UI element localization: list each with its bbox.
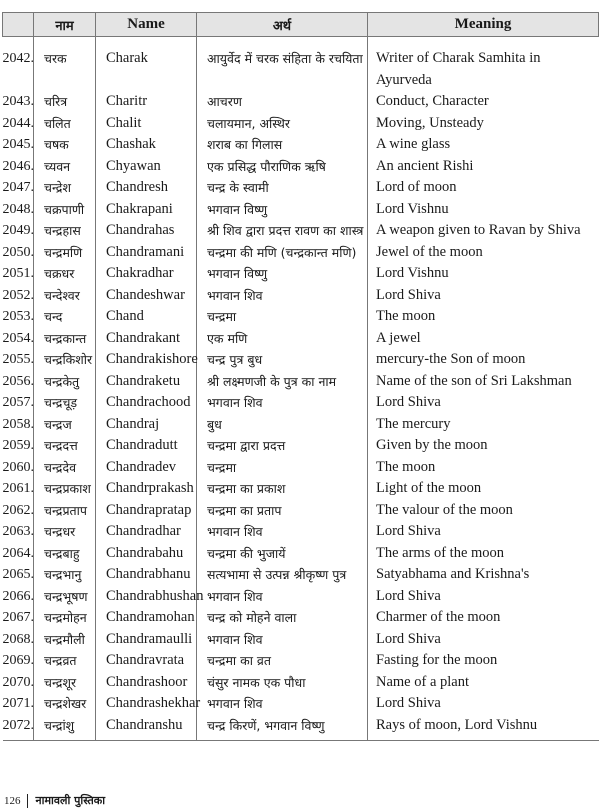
hindi-name: चलित: [34, 113, 96, 135]
hindi-name: चन्द्रशेखर: [34, 693, 96, 715]
english-name: Chandradev: [96, 457, 197, 479]
hindi-meaning: चलायमान, अस्थिर: [197, 113, 368, 135]
table-row: [3, 285, 599, 307]
hindi-meaning: शराब का गिलास: [197, 134, 368, 156]
english-meaning: Lord Shiva: [368, 693, 599, 715]
entry-number: 2047.: [2, 180, 34, 195]
hindi-name: चन्द्रहास: [34, 220, 96, 242]
entry-number: 2071.: [2, 696, 34, 711]
entry-number: 2052.: [2, 287, 34, 303]
hindi-meaning: एक मणि: [197, 328, 368, 350]
table-row: [3, 457, 599, 479]
english-name: Chakrapani: [96, 199, 197, 221]
hindi-meaning: भगवान विष्णु: [197, 263, 368, 285]
hindi-meaning: भगवान शिव: [197, 392, 368, 414]
hindi-meaning: सत्यभामा से उत्पन्न श्रीकृष्ण पुत्र: [197, 564, 368, 586]
hindi-name: चन्द्रशूर: [34, 672, 96, 694]
header-meaning: Meaning: [368, 13, 599, 37]
english-name: Chandramohan: [96, 607, 197, 629]
hindi-name: चन्द्रप्रताप: [34, 500, 96, 522]
hindi-name: चन्द्रमणि: [34, 242, 96, 264]
entry-number: 2057.: [2, 395, 34, 410]
table-row: [3, 478, 599, 500]
hindi-name: चन्द्रदत्त: [34, 435, 96, 457]
table-row: [3, 672, 599, 694]
table-row: [3, 500, 599, 522]
table-row: [3, 134, 599, 156]
english-name: Chandeshwar: [96, 285, 197, 307]
english-name: Chand: [96, 306, 197, 328]
hindi-name: चन्द्रप्रकाश: [34, 478, 96, 500]
english-meaning: A jewel: [368, 328, 599, 350]
entry-number: 2055.: [2, 352, 34, 367]
hindi-meaning: चन्द्र पुत्र बुध: [197, 349, 368, 371]
english-name: Chandrashekhar: [96, 693, 197, 715]
english-name: Chandrabhushan: [96, 586, 197, 608]
hindi-meaning: चंसुर नामक एक पौधा: [197, 672, 368, 694]
hindi-meaning: चन्द्र के स्वामी: [197, 177, 368, 199]
header-name: Name: [96, 13, 197, 37]
english-meaning: Lord Shiva: [368, 629, 599, 651]
entry-number: 2048.: [2, 201, 34, 217]
entry-number: 2046.: [2, 158, 34, 174]
english-meaning: Lord Vishnu: [368, 199, 599, 221]
english-meaning: A wine glass: [368, 134, 599, 156]
english-meaning: The moon: [368, 457, 599, 479]
english-meaning: Lord Shiva: [368, 586, 599, 608]
hindi-name: चन्देश्वर: [34, 285, 96, 307]
table-row: [3, 37, 599, 92]
english-meaning: Lord Vishnu: [368, 263, 599, 285]
english-meaning: The mercury: [368, 414, 599, 436]
hindi-name: चषक: [34, 134, 96, 156]
hindi-name: चन्द्रधर: [34, 521, 96, 543]
english-meaning: Lord Shiva: [368, 285, 599, 307]
english-name: Chandraketu: [96, 371, 197, 393]
english-name: Chalit: [96, 113, 197, 135]
english-meaning: Light of the moon: [368, 478, 599, 500]
hindi-name: चन्द्रमोहन: [34, 607, 96, 629]
entry-number: 2070.: [2, 674, 34, 690]
hindi-meaning: चन्द्र किरणें, भगवान विष्णु: [197, 715, 368, 741]
hindi-name: चक्रधर: [34, 263, 96, 285]
table-row: [3, 177, 599, 199]
page-footer: [4, 793, 105, 808]
hindi-meaning: आचरण: [197, 91, 368, 113]
hindi-name: च्यवन: [34, 156, 96, 178]
page-number: 126: [4, 794, 21, 807]
entry-number: 2056.: [2, 373, 34, 389]
hindi-name: चन्द्रमौली: [34, 629, 96, 651]
hindi-name: चन्द्रबाहु: [34, 543, 96, 565]
english-meaning: Name of the son of Sri Lakshman: [368, 371, 599, 393]
table-row: [3, 91, 599, 113]
hindi-name: चन्द: [34, 306, 96, 328]
hindi-name: चन्द्रकान्त: [34, 328, 96, 350]
english-name: Chandravrata: [96, 650, 197, 672]
hindi-meaning: आयुर्वेद में चरक संहिता के रचयिता: [197, 37, 368, 92]
hindi-name: चन्द्रचूड़: [34, 392, 96, 414]
hindi-name: चन्द्रांशु: [34, 715, 96, 741]
english-meaning: Jewel of the moon: [368, 242, 599, 264]
english-name: Chandradutt: [96, 435, 197, 457]
table-row: [3, 650, 599, 672]
table-body: [3, 37, 599, 741]
english-meaning: A weapon given to Ravan by Shiva: [368, 220, 599, 242]
english-meaning: Writer of Charak Samhita in Ayurveda: [368, 37, 599, 92]
english-meaning: Lord Shiva: [368, 392, 599, 414]
hindi-name: चन्द्रव्रत: [34, 650, 96, 672]
english-meaning: Satyabhama and Krishna's: [368, 564, 599, 586]
english-meaning: Lord of moon: [368, 177, 599, 199]
hindi-meaning: एक प्रसिद्ध पौराणिक ऋषि: [197, 156, 368, 178]
hindi-name: चन्द्रभानु: [34, 564, 96, 586]
hindi-meaning: श्री शिव द्वारा प्रदत्त रावण का शास्त्र: [197, 220, 368, 242]
table-row: [3, 435, 599, 457]
entry-number: 2065.: [2, 567, 34, 582]
table-row: [3, 306, 599, 328]
english-meaning: The moon: [368, 306, 599, 328]
table-row: [3, 328, 599, 350]
english-meaning: Given by the moon: [368, 435, 599, 457]
header-hindi-meaning: अर्थ: [197, 13, 368, 37]
hindi-meaning: भगवान शिव: [197, 629, 368, 651]
english-name: Chandrprakash: [96, 478, 197, 500]
table-row: [3, 392, 599, 414]
english-meaning: The arms of the moon: [368, 543, 599, 565]
entry-number: 2067.: [2, 610, 34, 625]
entry-number: 2049.: [2, 223, 34, 238]
hindi-meaning: चन्द्रमा का व्रत: [197, 650, 368, 672]
table-row: [3, 543, 599, 565]
entry-number: 2044.: [2, 115, 34, 131]
table-row: [3, 220, 599, 242]
english-name: Charak: [96, 37, 197, 92]
entry-number: 2069.: [2, 653, 34, 668]
entry-number: 2066.: [2, 588, 34, 604]
hindi-meaning: चन्द्रमा: [197, 457, 368, 479]
english-name: Chandrakishore: [96, 349, 197, 371]
hindi-meaning: चन्द्रमा का प्रताप: [197, 500, 368, 522]
entry-number: 2062.: [2, 502, 34, 518]
english-name: Chandranshu: [96, 715, 197, 741]
hindi-name: चन्द्रेश: [34, 177, 96, 199]
entry-number: 2042.: [2, 51, 34, 66]
entry-number: 2072.: [3, 715, 34, 741]
hindi-meaning: चन्द्र को मोहने वाला: [197, 607, 368, 629]
table-row: [3, 414, 599, 436]
english-name: Chandrapratap: [96, 500, 197, 522]
table-row: [3, 607, 599, 629]
english-meaning: Moving, Unsteady: [368, 113, 599, 135]
entry-number: 2060.: [2, 459, 34, 475]
hindi-meaning: चन्द्रमा का प्रकाश: [197, 478, 368, 500]
book-title: नामावली पुस्तिका: [35, 794, 106, 807]
table-row: [3, 242, 599, 264]
entry-number: 2045.: [2, 137, 34, 152]
hindi-meaning: बुध: [197, 414, 368, 436]
hindi-name: चन्द्रभूषण: [34, 586, 96, 608]
names-table: [2, 12, 599, 741]
hindi-meaning: भगवान शिव: [197, 693, 368, 715]
english-meaning: An ancient Rishi: [368, 156, 599, 178]
english-name: Chandramani: [96, 242, 197, 264]
english-name: Chandrahas: [96, 220, 197, 242]
hindi-meaning: भगवान शिव: [197, 521, 368, 543]
table-row: [3, 586, 599, 608]
table-row: [3, 349, 599, 371]
entry-number: 2059.: [2, 438, 34, 453]
entry-number: 2058.: [2, 416, 34, 432]
header-number: [3, 13, 34, 37]
table-row: [3, 564, 599, 586]
table-row: [3, 371, 599, 393]
entry-number: 2043.: [2, 94, 34, 109]
english-name: Chandrashoor: [96, 672, 197, 694]
entry-number: 2061.: [2, 481, 34, 496]
english-name: Chandrabhanu: [96, 564, 197, 586]
table-row: [3, 693, 599, 715]
english-meaning: Fasting for the moon: [368, 650, 599, 672]
hindi-meaning: भगवान विष्णु: [197, 199, 368, 221]
entry-number: 2064.: [2, 545, 34, 561]
english-name: Chandrakant: [96, 328, 197, 350]
hindi-name: चरित्र: [34, 91, 96, 113]
english-meaning: mercury-the Son of moon: [368, 349, 599, 371]
footer-divider: [27, 794, 28, 808]
hindi-meaning: चन्द्रमा की मणि (चन्द्रकान्त मणि): [197, 242, 368, 264]
hindi-name: चन्द्रकेतु: [34, 371, 96, 393]
table-row: [3, 263, 599, 285]
hindi-meaning: चन्द्रमा की भुजायें: [197, 543, 368, 565]
table-header-row: [3, 13, 599, 37]
hindi-meaning: भगवान शिव: [197, 285, 368, 307]
entry-number: 2053.: [2, 309, 34, 324]
table-row: [3, 521, 599, 543]
english-name: Chyawan: [96, 156, 197, 178]
table-row: [3, 156, 599, 178]
english-name: Chandraj: [96, 414, 197, 436]
english-name: Chandresh: [96, 177, 197, 199]
hindi-name: चन्द्रज: [34, 414, 96, 436]
hindi-meaning: भगवान शिव: [197, 586, 368, 608]
entry-number: 2054.: [2, 330, 34, 346]
english-meaning: Name of a plant: [368, 672, 599, 694]
hindi-meaning: चन्द्रमा द्वारा प्रदत्त: [197, 435, 368, 457]
english-meaning: Rays of moon, Lord Vishnu: [368, 715, 599, 741]
english-name: Chakradhar: [96, 263, 197, 285]
english-name: Chandrachood: [96, 392, 197, 414]
english-meaning: Charmer of the moon: [368, 607, 599, 629]
header-hindi-name: नाम: [34, 13, 96, 37]
english-name: Chandradhar: [96, 521, 197, 543]
english-meaning: The valour of the moon: [368, 500, 599, 522]
entry-number: 2063.: [2, 524, 34, 539]
english-meaning: Lord Shiva: [368, 521, 599, 543]
hindi-meaning: श्री लक्ष्मणजी के पुत्र का नाम: [197, 371, 368, 393]
english-name: Charitr: [96, 91, 197, 113]
english-name: Chandramaulli: [96, 629, 197, 651]
english-name: Chashak: [96, 134, 197, 156]
hindi-name: चन्द्रदेव: [34, 457, 96, 479]
english-name: Chandrabahu: [96, 543, 197, 565]
entry-number: 2050.: [2, 244, 34, 260]
hindi-name: चन्द्रकिशोर: [34, 349, 96, 371]
hindi-name: चक्रपाणी: [34, 199, 96, 221]
entry-number: 2068.: [2, 631, 34, 647]
table-row: [3, 199, 599, 221]
english-meaning: Conduct, Character: [368, 91, 599, 113]
table-row: [3, 113, 599, 135]
hindi-meaning: चन्द्रमा: [197, 306, 368, 328]
hindi-name: चरक: [34, 37, 96, 92]
table-row: [3, 715, 599, 741]
entry-number: 2051.: [2, 266, 34, 281]
table-row: [3, 629, 599, 651]
